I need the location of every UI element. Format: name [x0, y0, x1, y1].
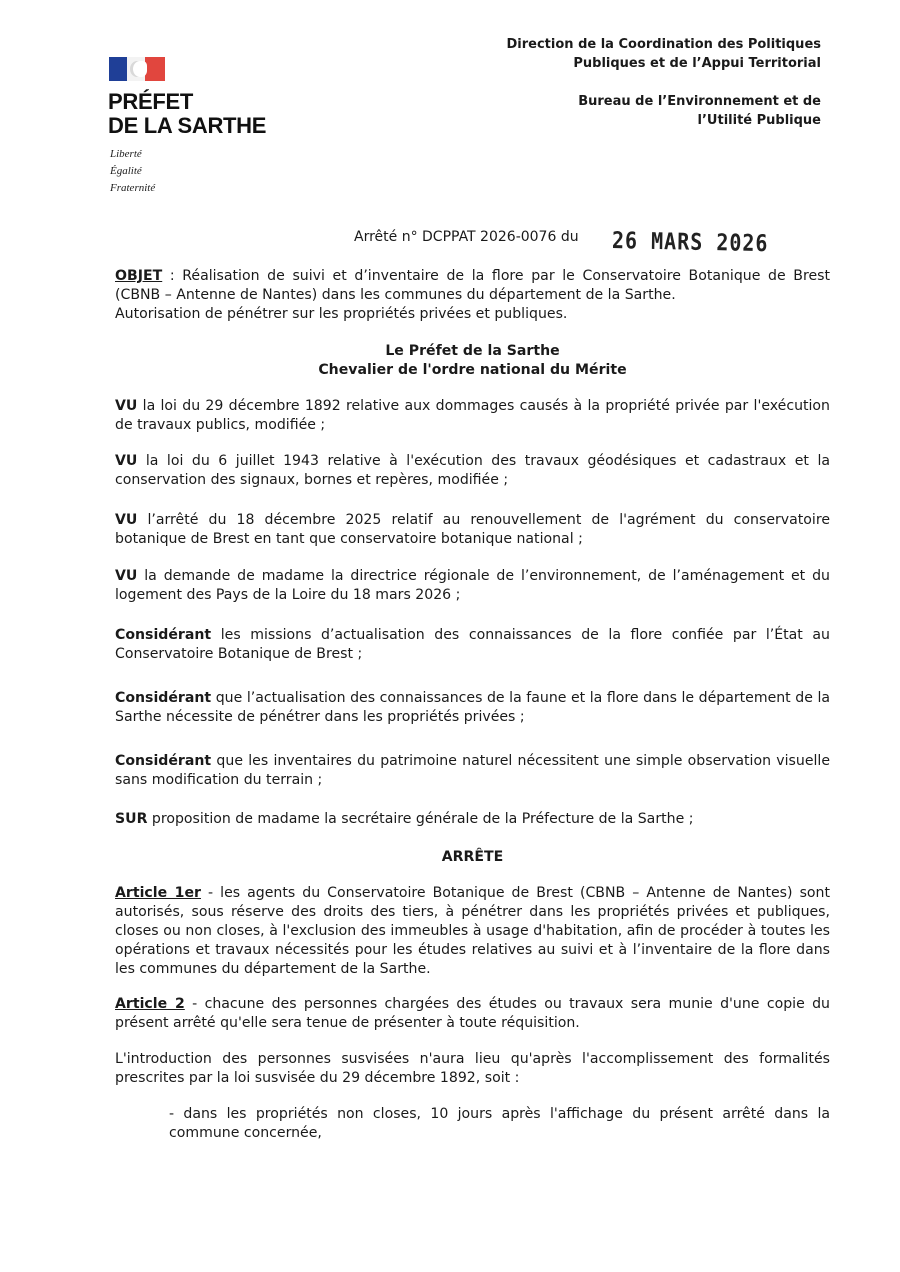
considerant-keyword: Considérant: [115, 627, 212, 643]
visa-text: la demande de madame la directrice régionale de l’environnement, de l’aménagement et du logement des Pays de la Loire du 18 mars 2026 ;: [115, 568, 830, 603]
considerant-keyword: Considérant: [115, 753, 212, 769]
considerant-text: que les inventaires du patrimoine naturel nécessitent une simple observation visuelle sans modification du terrain ;: [115, 753, 830, 788]
authority-line-1: Le Préfet de la Sarthe: [385, 343, 560, 359]
list-item: - dans les propriétés non closes, 10 jours après l'affichage du présent arrêté dans la commune concernée,: [169, 1106, 830, 1141]
prefet-title: [108, 90, 266, 138]
arrete-title: ARRÊTE: [441, 849, 504, 865]
direction-line-1: Direction de la Coordination des Politiques: [506, 37, 821, 52]
sur-text: proposition de madame la secrétaire générale de la Préfecture de la Sarthe ;: [147, 811, 694, 827]
arrete-heading: [115, 848, 830, 867]
prefet-line-1: PRÉFET: [108, 89, 193, 114]
prefet-line-2: DE LA SARTHE: [108, 113, 267, 138]
article-label: Article 1er: [115, 885, 201, 901]
objet-line-2: Autorisation de pénétrer sur les propriétés privées et publiques.: [115, 306, 568, 322]
considerant-keyword: Considérant: [115, 690, 212, 706]
considerant-3: [115, 752, 830, 790]
visa-text: la loi du 6 juillet 1943 relative à l'exécution des travaux géodésiques et cadastraux et la conservation des signaux, bornes et repères, modifiée ;: [115, 453, 830, 488]
article-label: Article 2: [115, 996, 185, 1012]
motto-liberte: Liberté: [110, 148, 142, 160]
article-text: - les agents du Conservatoire Botanique de Brest (CBNB – Antenne de Nantes) sont autorisés, sous réserve des droits des tiers, à pénétrer dans les propriétés privées et publiques, closes ou non closes, à l'exclusion des immeubles à usage d'habitation, afin de procéder à toutes les opérations et travaux nécessités pour les études relatives au suivi et à l’inventaire de la flore dans les communes du département de la Sarthe.: [115, 885, 830, 977]
considerant-text: les missions d’actualisation des connaissances de la flore confiée par l’État au Conservatoire Botanique de Brest ;: [115, 627, 830, 662]
bureau-header: [401, 92, 821, 130]
article-2: [115, 995, 830, 1033]
article-1: [115, 884, 830, 979]
marianne-logo: [109, 57, 165, 81]
sur-paragraph: [115, 810, 830, 829]
direction-header: [401, 35, 821, 73]
objet-paragraph: [115, 267, 830, 324]
considerant-2: [115, 689, 830, 727]
visa-1: [115, 397, 830, 435]
visa-keyword: VU: [115, 453, 138, 469]
visa-4: [115, 567, 830, 605]
sur-keyword: SUR: [115, 811, 148, 827]
arrete-number: Arrêté n° DCPPAT 2026-0076 du: [354, 229, 579, 245]
bureau-line-2: l’Utilité Publique: [697, 113, 821, 128]
visa-3: [115, 511, 830, 549]
objet-label: OBJET: [115, 268, 163, 284]
direction-line-2: Publiques et de l’Appui Territorial: [573, 56, 821, 71]
visa-2: [115, 452, 830, 490]
motto-egalite: Égalité: [110, 165, 142, 177]
visa-text: l’arrêté du 18 décembre 2025 relatif au renouvellement de l'agrément du conservatoire botanique de Brest en tant que conservatoire botanique national ;: [115, 512, 830, 547]
date-stamp: 26 MARS 2026: [611, 226, 769, 257]
authority-block: [115, 342, 830, 380]
republic-motto: [110, 146, 155, 197]
introduction-paragraph: L'introduction des personnes susvisées n'aura lieu qu'après l'accomplissement des formalités prescrites par la loi susvisée du 29 décembre 1892, soit :: [115, 1051, 830, 1086]
objet-text: : Réalisation de suivi et d’inventaire de la flore par le Conservatoire Botanique de Brest (CBNB – Antenne de Nantes) dans les communes du département de la Sarthe.: [115, 268, 830, 303]
article-text: - chacune des personnes chargées des études ou travaux sera munie d'une copie du présent arrêté qu'elle sera tenue de présenter à toute réquisition.: [115, 996, 830, 1031]
considerant-text: que l’actualisation des connaissances de la faune et la flore dans le département de la Sarthe nécessite de pénétrer dans les propriétés privées ;: [115, 690, 830, 725]
visa-keyword: VU: [115, 568, 138, 584]
visa-text: la loi du 29 décembre 1892 relative aux dommages causés à la propriété privée par l'exécution de travaux publics, modifiée ;: [115, 398, 830, 433]
bureau-line-1: Bureau de l’Environnement et de: [578, 94, 821, 109]
considerant-1: [115, 626, 830, 664]
motto-fraternite: Fraternité: [110, 182, 156, 194]
authority-line-2: Chevalier de l'ordre national du Mérite: [318, 362, 627, 378]
visa-keyword: VU: [115, 512, 138, 528]
visa-keyword: VU: [115, 398, 138, 414]
